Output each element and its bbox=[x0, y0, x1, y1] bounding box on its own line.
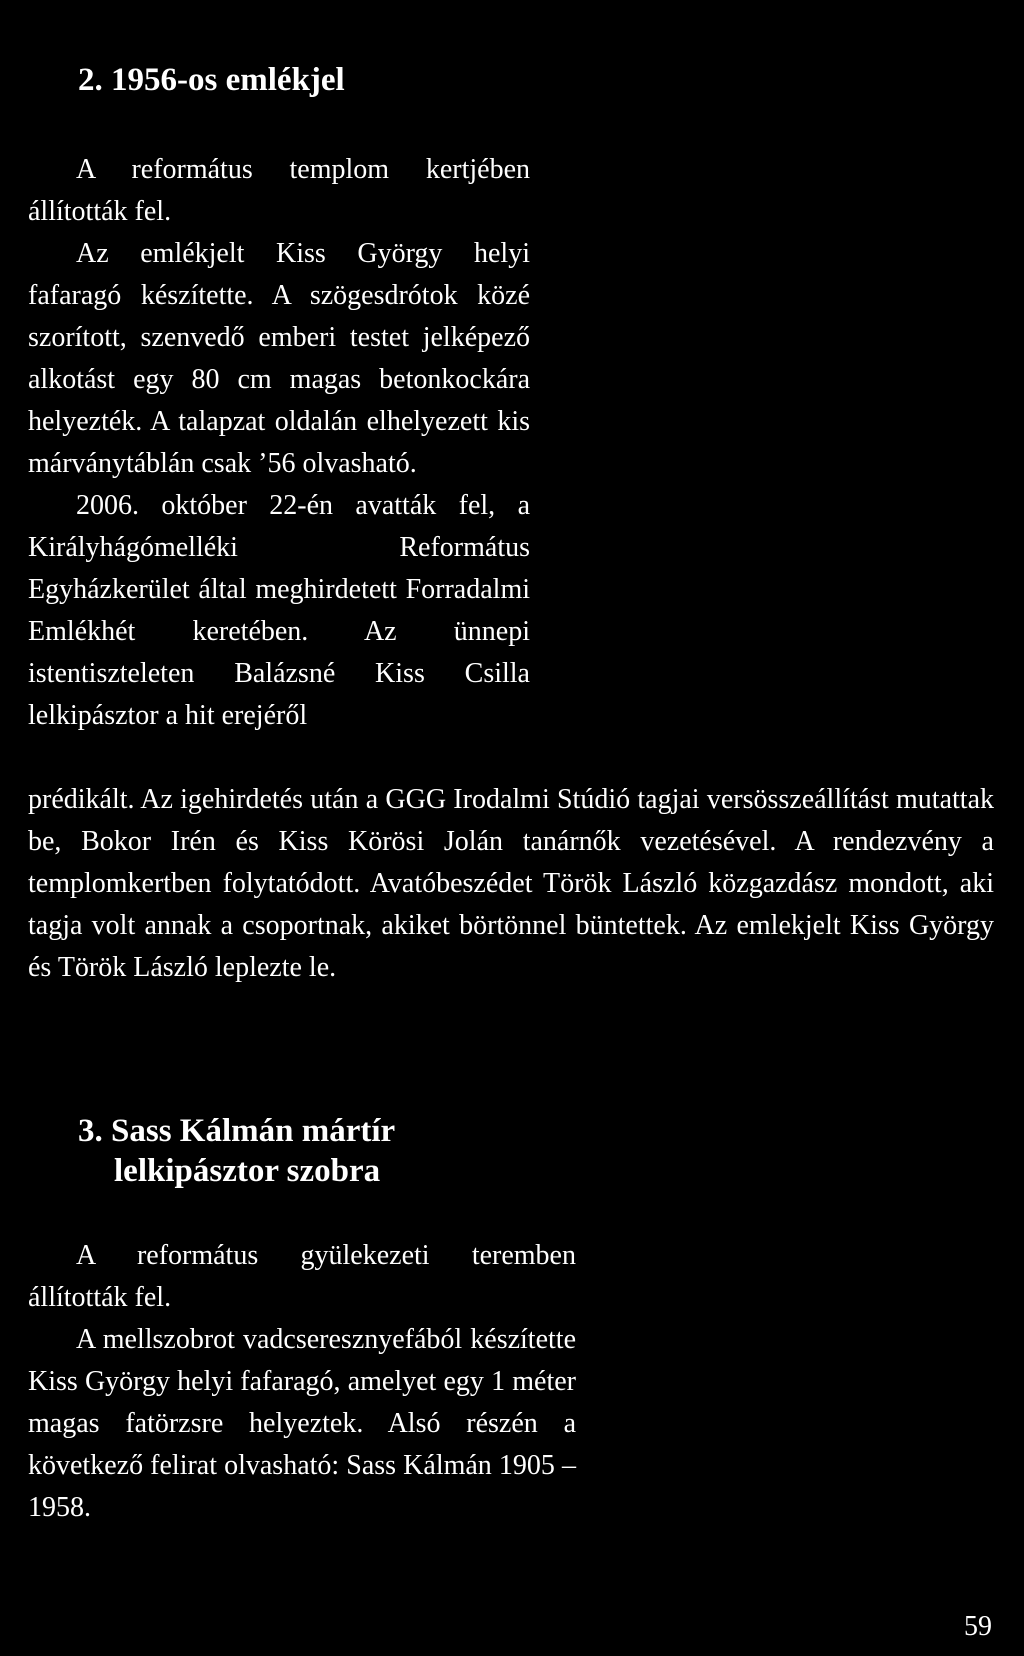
section-1-paragraph-1: A református templom kertjében állították fel. bbox=[28, 154, 530, 227]
section-1-title: 2. 1956-os emlékjel bbox=[78, 62, 345, 98]
page-number: 59 bbox=[964, 1611, 992, 1642]
section-1-paragraph-3: 2006. október 22-én avatták fel, a Királyhágómelléki Református Egyházkerület által meghirdetett Forradalmi Emlékhét keretében. Az ünnepi istentiszteleten Balázsné Kiss Csilla lelkipásztor a hit erejéről bbox=[28, 490, 530, 731]
section-2-title-line-1: 3. Sass Kálmán mártír bbox=[78, 1113, 396, 1149]
section-2-paragraph-1: A református gyülekezeti teremben állították fel. bbox=[28, 1240, 576, 1313]
section-1-column-text bbox=[28, 149, 530, 737]
section-2-title-line-2: lelkipásztor szobra bbox=[114, 1153, 381, 1189]
section-1-paragraph-2: Az emlékjelt Kiss György helyi fafaragó készítette. A szögesdrótok közé szorított, szenvedő emberi testet jelképező alkotást egy 80 cm magas betonkockára helyezték. A talapzat oldalán elhelyezett kis márványtáblán csak ’56 olvasható. bbox=[28, 238, 530, 479]
section-2-title bbox=[78, 1111, 395, 1191]
section-1-paragraph-4: prédikált. Az igehirdetés után a GGG Irodalmi Stúdió tagjai versösszeállítást mutattak be, Bokor Irén és Kiss Körösi Jolán tanárnők vezetésével. A rendezvény a templomkertben folytatódott. Avatóbeszédet Török László közgazdász mondott, aki tagja volt annak a csoportnak, akiket börtönnel büntettek. Az emlekjelt Kiss György és Török László leplezte le. bbox=[28, 784, 994, 983]
section-2-column-text bbox=[28, 1235, 576, 1529]
section-2-paragraph-2: A mellszobrot vadcseresznyefából készítette Kiss György helyi fafaragó, amelyet egy 1 méter magas fatörzsre helyeztek. Alsó részén a következő felirat olvasható: Sass Kálmán 1905 – 1958. bbox=[28, 1324, 576, 1523]
